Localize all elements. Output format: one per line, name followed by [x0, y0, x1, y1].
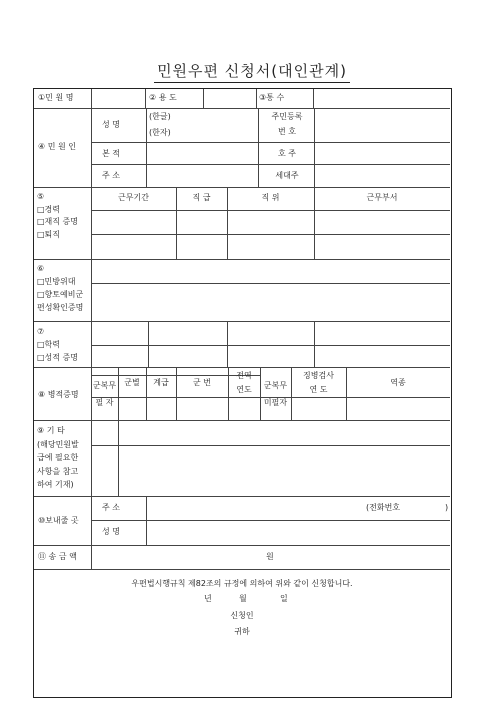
grades-checkbox[interactable]: □성적 증명 [37, 353, 79, 362]
divider [227, 321, 228, 367]
academic-number: ⑦ [37, 327, 45, 336]
career-options [37, 191, 78, 241]
unserved-label: 군복무 [263, 381, 288, 390]
addressee-label: 귀하 [234, 627, 250, 636]
divider [146, 108, 147, 187]
divider [91, 520, 450, 521]
career-number: ⑤ [37, 192, 45, 201]
divider [91, 210, 450, 211]
divider [260, 367, 261, 420]
divider [148, 321, 149, 367]
other-line: ⑨ 기 타 [37, 426, 65, 435]
conscription-exam-label-2: 연 도 [309, 385, 328, 394]
academic-options [37, 325, 78, 364]
reserve-forces-checkbox[interactable]: □향토예비군 [37, 290, 84, 299]
origin-label: 본 적 [102, 149, 120, 158]
other-line: (해당민원발 [37, 439, 79, 449]
column-header-department: 근무부서 [366, 193, 398, 202]
column-header-grade: 직 급 [192, 193, 211, 202]
service-number-label: 군 번 [193, 378, 211, 387]
other-line: 하여 기재) [37, 480, 74, 489]
divider [91, 164, 450, 165]
mail-name-label: 성 명 [102, 527, 120, 536]
served-label: 군복무 [92, 381, 117, 390]
divider [34, 569, 450, 570]
rrn-label-2: 번 호 [278, 127, 296, 136]
divider [146, 496, 147, 545]
divider [91, 142, 450, 143]
application-form [33, 88, 452, 698]
civil-service-name-label: ①민 원 명 [38, 93, 74, 102]
divider [91, 345, 450, 346]
day-label: 일 [280, 594, 288, 603]
applicant-signature-label: 신청인 [230, 611, 254, 620]
divider [176, 367, 177, 420]
divider [258, 108, 259, 187]
divider [34, 187, 450, 188]
divider [118, 367, 119, 420]
divider [146, 367, 147, 420]
divider [91, 445, 450, 446]
copies-label: ③통 수 [259, 93, 285, 102]
mailing-address-label: ⑩보내줄 곳 [38, 516, 79, 525]
applicant-section-label: ④ 민 원 인 [38, 142, 76, 151]
divider [34, 367, 450, 368]
divider [34, 420, 450, 421]
phone-label: (전화번호 [366, 503, 401, 512]
conscription-exam-label: 징병검사 [303, 371, 334, 380]
hangul-label: (한글) [149, 112, 171, 121]
declaration-statement: 우편법시행규칙 제82조의 규정에 의하여 위와 같이 신청합니다. [131, 579, 353, 588]
phone-close: ) [445, 503, 449, 512]
divider [346, 367, 347, 420]
address-label: 주 소 [102, 171, 120, 180]
month-label: 월 [239, 594, 247, 603]
served-label-2: 필 자 [95, 398, 114, 407]
civil-defense-options [37, 262, 83, 314]
discharge-label-2: 연도 [236, 385, 252, 394]
discharge-label: 전역 [236, 371, 252, 380]
employment-checkbox[interactable]: □재직 증명 [37, 217, 79, 226]
divider [34, 321, 450, 322]
head-of-family-label: 호 주 [278, 149, 296, 158]
year-label: 년 [204, 594, 212, 603]
divider [203, 89, 204, 108]
won-unit: 원 [266, 552, 274, 561]
rrn-label: 주민등록 [271, 112, 303, 121]
other-line: 사항을 참고 [37, 466, 79, 476]
divider [313, 89, 314, 108]
other-line: 급에 필요한 [37, 453, 79, 462]
use-label: ② 용 도 [149, 93, 177, 102]
organization-certificate-label: 편성확인증명 [37, 303, 84, 312]
column-header-period: 근무기간 [118, 193, 149, 202]
divider [145, 89, 146, 108]
form-title: 민원우편 신청서(대인관계) [0, 60, 504, 81]
military-service-label: ⑧ 병적증명 [38, 390, 79, 399]
mail-address-label: 주 소 [102, 503, 120, 512]
divider [34, 496, 450, 497]
divider [34, 259, 450, 260]
householder-label: 세대주 [275, 171, 299, 180]
rank-label: 계급 [153, 378, 169, 387]
remittance-label: ⑪ 송 금 액 [38, 552, 77, 561]
divider [91, 234, 450, 235]
career-checkbox[interactable]: □경력 [37, 204, 61, 214]
divider [91, 283, 450, 284]
divider [314, 108, 315, 187]
education-checkbox[interactable]: □학력 [37, 340, 61, 349]
other-notes-label [37, 424, 79, 492]
column-header-position: 직 위 [261, 193, 280, 202]
divider [91, 89, 92, 569]
divider [34, 545, 450, 546]
service-type-label: 역종 [390, 378, 406, 387]
divider [34, 108, 450, 109]
divider [118, 420, 119, 496]
hanja-label: (한자) [149, 128, 171, 137]
retirement-checkbox[interactable]: □퇴직 [37, 229, 61, 239]
divider [314, 321, 315, 367]
civil-defense-number: ⑥ [37, 264, 45, 273]
name-label: 성 명 [102, 120, 120, 129]
civil-defense-checkbox[interactable]: □민방위대 [37, 277, 76, 286]
divider [256, 89, 257, 108]
unserved-label-2: 미필자 [263, 398, 288, 407]
branch-label: 군별 [124, 378, 140, 387]
